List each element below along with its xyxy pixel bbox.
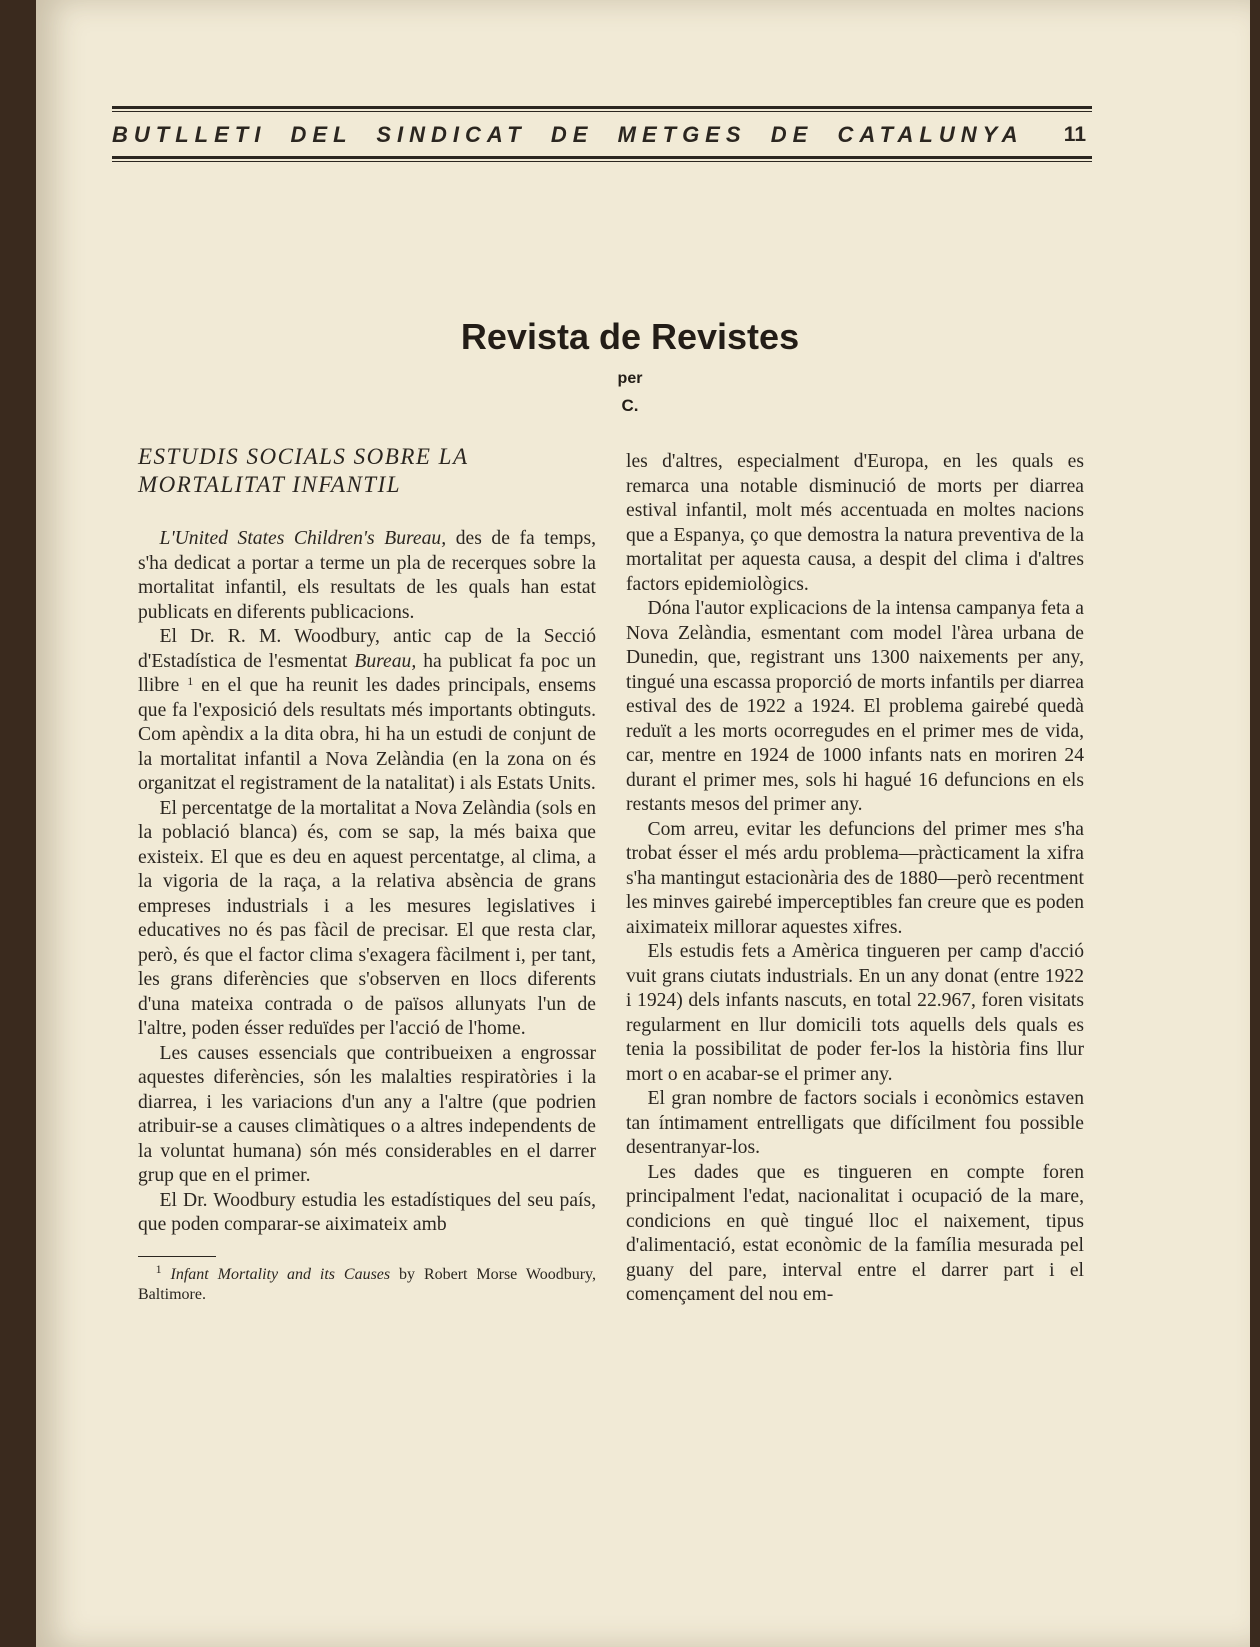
paragraph: El gran nombre de factors socials i econòmics estaven tan íntimament entrelligats que difícilment fou possible desentranyar-los.: [626, 1088, 1084, 1158]
paragraph: Els estudis fets a Amèrica tingueren per camp d'acció vuit grans ciutats industrials. En un any donat (entre 1922 i 1924) dels infants nascuts, en total 22.967, foren visitats regularment en llur domicili tots aquells dels quals es tenia la possibilitat de poder fer-los la història fins llur mort o en acabar-se el primer any.: [626, 941, 1084, 1085]
right-column: [626, 450, 1084, 1308]
paragraph: El percentatge de la mortalitat a Nova Zelàndia (sols en la població blanca) és, com se sap, la més baixa que existeix. El que es deu en aquest percentatge, al clima, a la vigoria de la raça, a la relativa absència de grans empreses industrials i a les mesures legislatives i educatives no és pas fàcil de precisar. El que resta clar, però, és que el factor clima s'exagera fàcilment i, per tant, les grans diferències que s'observen en llocs diferents d'una mateixa contrada o de països allunyats l'un de l'altre, poden ésser reduïdes per l'acció de l'home.: [138, 797, 596, 1039]
byline-per: per: [617, 370, 643, 387]
paragraph: Dóna l'autor explicacions de la intensa campanya feta a Nova Zelàndia, esmentant com model l'àrea urbana de Dunedin, que, registrant uns 1300 naixements per any, tingué una escassa proporció de morts infantils per diarrea estival des de 1922 a 1924. El problema gairebé quedà reduït a les morts ocorregudes en el primer mes de vida, car, mentre en 1924 de 1000 infants nats en moriren 24 durant el primer mes, sols hi hagué 16 defuncions en els restants mesos del primer any.: [626, 598, 1084, 815]
header-rule-bottom-thin: [112, 161, 1092, 162]
paragraph: Les causes essencials que contribueixen a engrossar aquestes diferències, són les malalties respiratòries i la diarrea, i les variacions d'un any a l'altre (que podrien atribuir-se a causes climàtiques o a altres independents de la voluntat humana) són més considerables en el darrer grup que en el primer.: [138, 1042, 596, 1186]
section-title: ESTUDIS SOCIALS SOBRE LA MORTALITAT INFANTIL: [138, 444, 469, 497]
byline-author: C.: [621, 396, 639, 415]
paragraph: les d'altres, especialment d'Europa, en les quals es remarca una notable disminució de morts per diarrea estival infantil, molt més accentuada en moltes nacions que a Espanya, ço que demostra la natura preventiva de la mortalitat per aquesta causa, a despit del clima i d'altres factors epidemiològics.: [626, 451, 1084, 595]
footnote: $^1$ Infant Mortality and its Causes by Robert Morse Woodbury, Baltimore.: [138, 1261, 596, 1303]
footnote-rule: [138, 1256, 216, 1257]
paragraph: El Dr. Woodbury estudia les estadístiques del seu país, que poden comparar-se aiximateix amb: [138, 1189, 596, 1235]
page-number: 11: [1063, 123, 1086, 146]
left-column: [138, 443, 596, 1305]
paragraph: Com arreu, evitar les defuncions del primer mes s'ha trobat ésser el més ardu problema—pràcticament la xifra s'ha mantingut estacionària des de 1880—però recentment les minves gairebé imperceptibles fan creure que es poden aiximateix millorar aquestes xifres.: [626, 818, 1084, 938]
italic-text: L'United States Children's Bureau,: [159, 528, 447, 549]
journal-title: BUTLLETI DEL SINDICAT DE METGES DE CATALUNYA: [112, 122, 1024, 147]
paragraph: El Dr. R. M. Woodbury, antic cap de la Secció d'Estadística de l'esmentat Bureau, ha publicat fa poc un llibre $^1$ en el que ha reunit les dades principals, ensems que fa l'exposició dels resultats més importants obtinguts. Com apèndix a la dita obra, hi ha un estudi de conjunt de la mortalitat infantil a Nova Zelàndia (en la zona on és organitzat el registrament de la natalitat) i als Estats Units.: [138, 626, 596, 794]
running-header: [112, 106, 1092, 162]
header-rule-top: [112, 106, 1092, 109]
header-rule-bottom: [112, 156, 1092, 159]
italic-text: Bureau,: [354, 650, 417, 672]
article-title: Revista de Revistes: [460, 316, 800, 357]
paragraph: L'United States Children's Bureau, des de fa temps, s'ha dedicat a portar a terme un pla de recerques sobre la mortalitat infantil, els resultats de les quals han estat publicats en diferents publicacions.: [138, 528, 596, 623]
footnote-marker: 1: [187, 674, 194, 688]
paragraph: Les dades que es tingueren en compte foren principalment l'edat, nacionalitat i ocupació de la mare, condicions en què tingué lloc el naixement, tipus d'alimentació, estat econòmic de la família mesurada pel guany del pare, interval entre el darrer part i el començament del nou em-: [626, 1161, 1084, 1305]
